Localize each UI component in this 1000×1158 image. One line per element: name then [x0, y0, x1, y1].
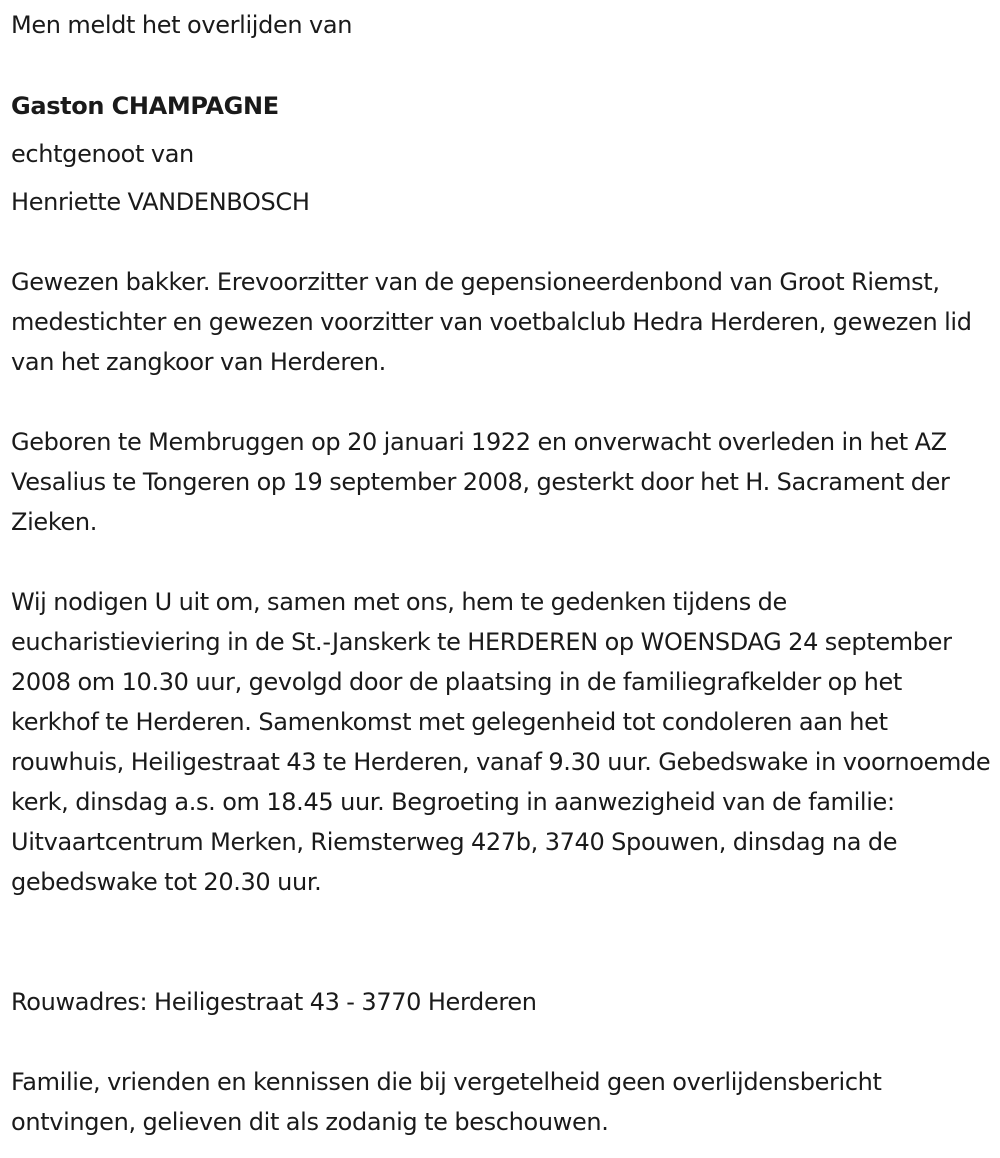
birth-death-paragraph: Geboren te Membruggen op 20 januari 1922 en onverwacht overleden in het AZ Vesalius te Tongeren op 19 september 2008, gesterkt door het H. Sacrament der Zieken. — [11, 428, 950, 536]
spouse-name: Henriette VANDENBOSCH — [11, 188, 310, 216]
mourning-address: Rouwadres: Heiligestraat 43 - 3770 Herderen — [11, 988, 537, 1016]
ceremony-paragraph: Wij nodigen U uit om, samen met ons, hem te gedenken tijdens de eucharistieviering in de St.-Janskerk te HERDEREN op WOENSDAG 24 september 2008 om 10.30 uur, gevolgd door de plaatsing in de familiegrafkelder op het kerkhof te Herderen. Samenkomst met gelegenheid tot condoleren aan het rouwhuis, Heiligestraat 43 te Herderen, vanaf 9.30 uur. Gebedswake in voornoemde kerk, dinsdag a.s. om 18.45 uur. Begroeting in aanwezigheid van de familie: Uitvaartcentrum Merken, Riemsterweg 427b, 3740 Spouwen, dinsdag na de gebedswake tot 20.30 uur. — [11, 588, 991, 896]
career-paragraph: Gewezen bakker. Erevoorzitter van de gepensioneerdenbond van Groot Riemst, medestichter en gewezen voorzitter van voetbalclub Hedra Herderen, gewezen lid van het zangkoor van Herderen. — [11, 268, 972, 376]
family-note-paragraph: Familie, vrienden en kennissen die bij vergetelheid geen overlijdensbericht ontvingen, gelieven dit als zodanig te beschouwen. — [11, 1068, 882, 1136]
intro-line: Men meldt het overlijden van — [11, 11, 353, 39]
spouse-label: echtgenoot van — [11, 140, 194, 168]
deceased-name: Gaston CHAMPAGNE — [11, 92, 279, 120]
